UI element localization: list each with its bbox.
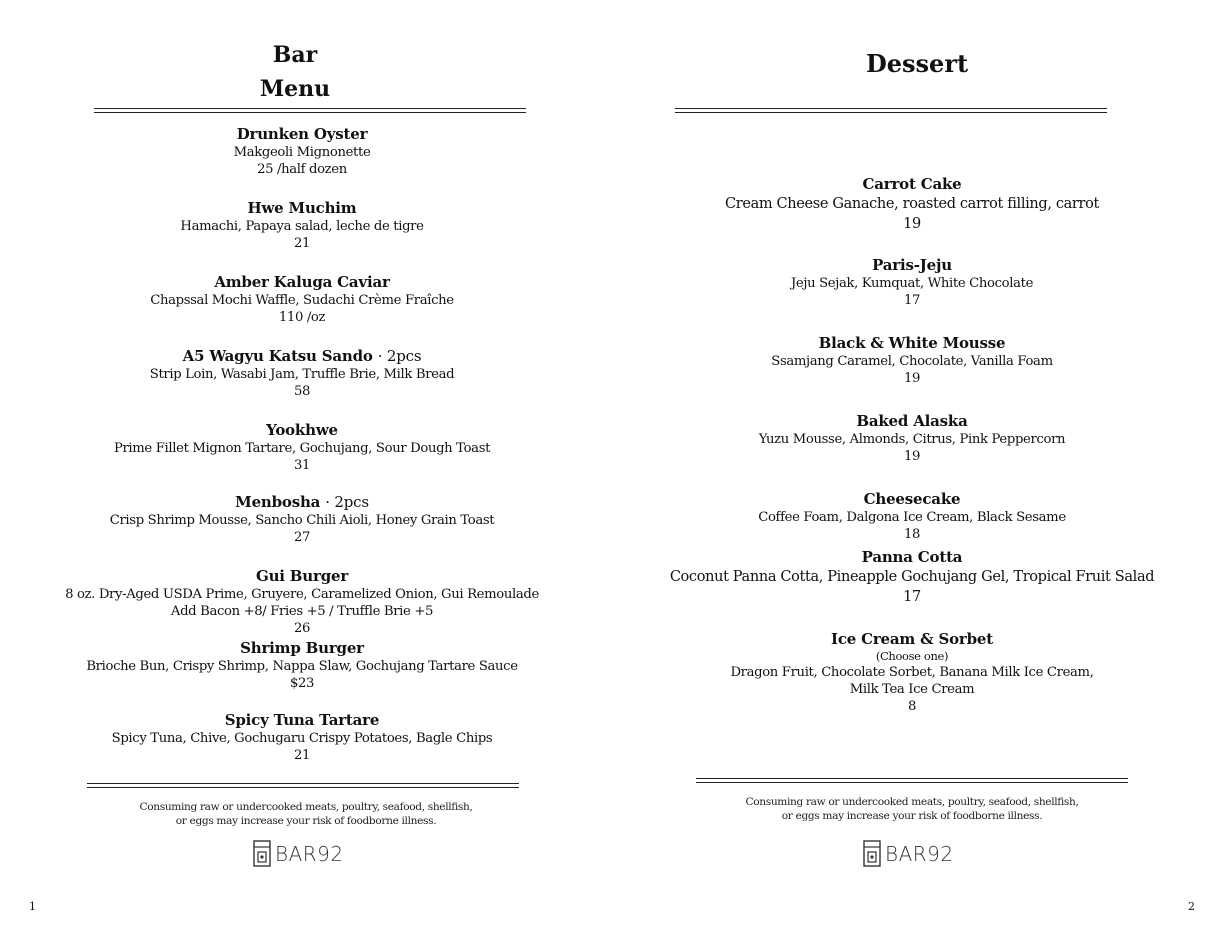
item-price: 58 <box>293 384 311 399</box>
menu-item <box>612 334 1212 387</box>
item-price: 8 <box>907 699 917 714</box>
page-number: 2 <box>1188 900 1195 913</box>
menu-item <box>612 412 1212 465</box>
item-description: Jeju Sejak, Kumquat, White Chocolate <box>790 276 1034 291</box>
foodborne-disclaimer <box>706 795 1118 823</box>
item-name: Panna Cotta <box>861 548 963 566</box>
bar92-logo <box>863 840 954 867</box>
item-description: Coffee Foam, Dalgona Ice Cream, Black Sesame <box>758 510 1066 525</box>
item-price: 19 <box>903 371 921 386</box>
menu-item <box>612 175 1212 234</box>
menu-item <box>0 347 604 400</box>
logo-text: BAR92 <box>885 841 954 866</box>
item-description: Dragon Fruit, Chocolate Sorbet, Banana Milk Ice Cream, <box>730 665 1094 680</box>
item-description: Coconut Panna Cotta, Pineapple Gochujang Gel, Tropical Fruit Salad <box>669 569 1155 585</box>
item-name: Cheesecake <box>863 490 961 508</box>
item-description: Spicy Tuna, Chive, Gochugaru Crispy Potatoes, Bagle Chips <box>111 731 493 746</box>
item-name: Paris-Jeju <box>872 256 952 274</box>
menu-item <box>0 125 604 178</box>
page-title <box>195 38 395 106</box>
item-price: 21 <box>293 748 311 763</box>
item-name: Shrimp Burger <box>240 639 364 657</box>
menu-item <box>0 493 604 546</box>
footer-divider <box>696 778 1128 783</box>
item-price: 21 <box>293 236 311 251</box>
item-price: 27 <box>293 530 311 545</box>
item-addons: Add Bacon +8/ Fries +5 / Truffle Brie +5 <box>170 604 434 619</box>
page-number: 1 <box>29 900 36 913</box>
item-description: Ssamjang Caramel, Chocolate, Vanilla Foam <box>771 354 1053 369</box>
disclaimer-line-1: Consuming raw or undercooked meats, poultry, seafood, shellfish, <box>139 801 473 813</box>
item-description: Crisp Shrimp Mousse, Sancho Chili Aioli, Honey Grain Toast <box>109 513 495 528</box>
menu-item <box>612 490 1212 543</box>
item-note: (Choose one) <box>875 649 949 663</box>
item-name: Yookhwe <box>266 421 338 439</box>
item-description-cont: Milk Tea Ice Cream <box>849 682 975 697</box>
building-door-icon <box>253 840 271 867</box>
disclaimer-line-2: or eggs may increase your risk of foodborne illness. <box>781 810 1043 822</box>
item-name: Baked Alaska <box>856 412 968 430</box>
item-portion: · 2pcs <box>325 493 369 511</box>
header-divider <box>675 108 1107 113</box>
item-portion: · 2pcs <box>377 347 422 365</box>
item-description: Cream Cheese Ganache, roasted carrot filling, carrot <box>725 196 1099 212</box>
item-name: Drunken Oyster <box>236 125 368 143</box>
item-price: 17 <box>903 293 921 308</box>
bar92-logo <box>253 840 344 867</box>
foodborne-disclaimer <box>100 800 512 828</box>
item-price: 19 <box>903 216 921 232</box>
disclaimer-line-2: or eggs may increase your risk of foodborne illness. <box>175 815 437 827</box>
item-description: Brioche Bun, Crispy Shrimp, Nappa Slaw, Gochujang Tartare Sauce <box>86 659 518 674</box>
menu-item <box>612 630 1212 715</box>
menu-item <box>612 548 1212 607</box>
item-description: Strip Loin, Wasabi Jam, Truffle Brie, Milk Bread <box>149 367 455 382</box>
menu-item <box>612 256 1212 309</box>
item-name: Black & White Mousse <box>818 334 1006 352</box>
item-name-text: A5 Wagyu Katsu Sando <box>182 347 373 365</box>
item-description: Yuzu Mousse, Almonds, Citrus, Pink Peppercorn <box>758 432 1066 447</box>
dessert-menu-page <box>612 0 1224 936</box>
item-description: Chapssal Mochi Waffle, Sudachi Crème Fraîche <box>150 293 454 308</box>
menu-item <box>0 199 604 252</box>
footer-divider <box>87 783 519 788</box>
item-name: Hwe Muchim <box>247 199 357 217</box>
item-description: 8 oz. Dry-Aged USDA Prime, Gruyere, Caramelized Onion, Gui Remoulade <box>65 587 539 602</box>
menu-item <box>0 711 604 764</box>
item-name <box>0 347 604 366</box>
item-description: Makgeoli Mignonette <box>233 145 371 160</box>
item-price: 110 /oz <box>278 310 326 325</box>
item-name: Gui Burger <box>255 567 349 585</box>
item-price: 17 <box>903 589 921 605</box>
menu-item <box>0 421 604 474</box>
item-price: 31 <box>293 458 311 473</box>
item-name <box>0 493 604 512</box>
item-price: $23 <box>289 676 315 691</box>
page-title: Dessert <box>865 49 969 78</box>
title-line-2: Menu <box>259 76 331 102</box>
menu-item <box>0 567 604 637</box>
item-price: 19 <box>903 449 921 464</box>
item-name-text: Menbosha <box>235 493 321 511</box>
logo-text: BAR92 <box>275 841 344 866</box>
item-name: Ice Cream & Sorbet <box>831 630 993 648</box>
title-line-1: Bar <box>272 42 318 68</box>
building-door-icon <box>863 840 881 867</box>
header-divider <box>94 108 526 113</box>
item-price: 25 /half dozen <box>257 162 347 177</box>
menu-item <box>0 273 604 326</box>
item-price: 26 <box>293 621 311 636</box>
item-name: Spicy Tuna Tartare <box>224 711 380 729</box>
menu-item <box>0 639 604 692</box>
item-description: Prime Fillet Mignon Tartare, Gochujang, Sour Dough Toast <box>113 441 491 456</box>
disclaimer-line-1: Consuming raw or undercooked meats, poultry, seafood, shellfish, <box>745 796 1079 808</box>
item-name: Amber Kaluga Caviar <box>214 273 390 291</box>
item-description: Hamachi, Papaya salad, leche de tigre <box>180 219 424 234</box>
item-name: Carrot Cake <box>862 175 962 193</box>
item-price: 18 <box>903 527 921 542</box>
